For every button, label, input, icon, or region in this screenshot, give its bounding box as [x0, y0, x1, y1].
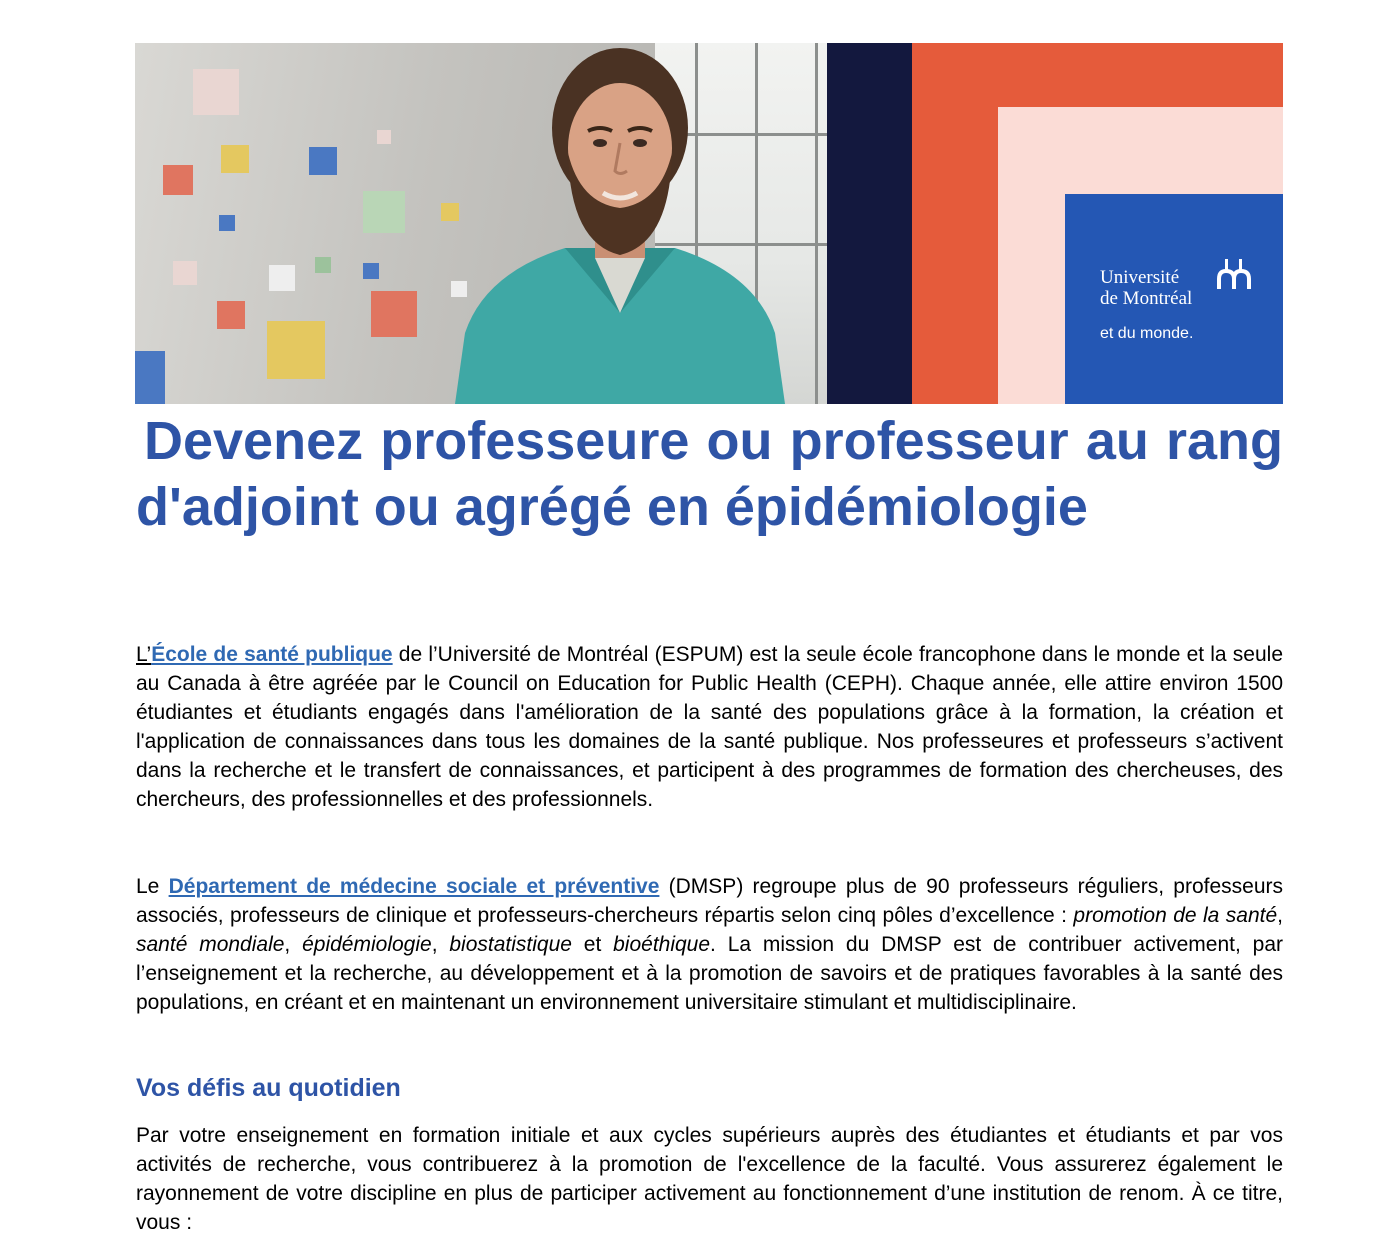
pole-promotion: promotion de la santé: [1073, 904, 1278, 927]
ecole-sante-publique-link[interactable]: École de santé publique: [151, 643, 393, 666]
logo-tagline: et du monde.: [1100, 325, 1194, 342]
separator: et: [571, 933, 614, 956]
dept-text-2: . La mission du DMSP est de contribuer activement, par l’enseignement et la recherche, au développement et à la promotion de savoirs et de pratiques favorables à la santé des populations, en créant et en maintenant un environnement universitaire stimulant et multidisciplinaire.: [136, 933, 1283, 1014]
person-photo: [455, 43, 785, 404]
header-banner: [135, 43, 1283, 404]
pole-bioethique: bioéthique: [613, 933, 711, 956]
banner-navy-stripe: [827, 43, 912, 404]
pole-sante-mondiale: santé mondiale: [136, 933, 285, 956]
section-paragraph: Par votre enseignement en formation initiale et aux cycles supérieurs auprès des étudiantes et étudiants et par vos activités de recherche, vous contribuerez à la promotion de l'excellence de la faculté. Vous assurerez également le rayonnement de votre discipline en plus de participer activement au fonctionnement d’une institution de renom. À ce titre, vous :: [136, 1124, 1283, 1234]
intro-text: de l’Université de Montréal (ESPUM) est la seule école francophone dans le monde et la seule au Canada à être agréée par le Council on Education for Public Health (CEPH). Chaque année, elle attire environ 1500 étudiantes et étudiants engagés dans l'amélioration de la santé des populations grâce à la formation, la création et l'application de connaissances dans tous les domaines de la santé publique. Nos professeures et professeurs s’activent dans la recherche et le transfert de connaissances, et participent à des programmes de formation des chercheuses, des chercheurs, des professionnelles et des professionnels.: [136, 643, 1284, 811]
separator: ,: [284, 933, 303, 956]
pole-epidemiologie: épidémiologie: [302, 933, 432, 956]
separator: ,: [431, 933, 450, 956]
departement-medecine-link[interactable]: Département de médecine sociale et préventive: [168, 875, 660, 898]
dept-text-1: (DMSP) regroupe plus de 90 professeurs réguliers, professeurs associés, professeurs de clinique et professeurs-chercheurs répartis selon cinq pôles d’excellence :: [136, 875, 1283, 927]
intro-paragraph: [136, 640, 1283, 814]
dept-prefix: Le: [136, 875, 169, 898]
logo-line-1: Université: [1100, 267, 1180, 288]
department-paragraph: [136, 872, 1283, 1017]
separator: ,: [1277, 904, 1283, 927]
page-title: Devenez professeure ou professeur au rang d'adjoint ou agrégé en épidémiologie: [136, 411, 1283, 537]
logo-line-2: de Montréal: [1100, 288, 1193, 309]
pole-biostatistique: biostatistique: [449, 933, 572, 956]
udem-logo: [1100, 267, 1193, 343]
udem-emblem-icon: [1217, 259, 1251, 291]
intro-prefix: L’: [136, 643, 152, 666]
section-heading: Vos défis au quotidien: [136, 1074, 401, 1102]
